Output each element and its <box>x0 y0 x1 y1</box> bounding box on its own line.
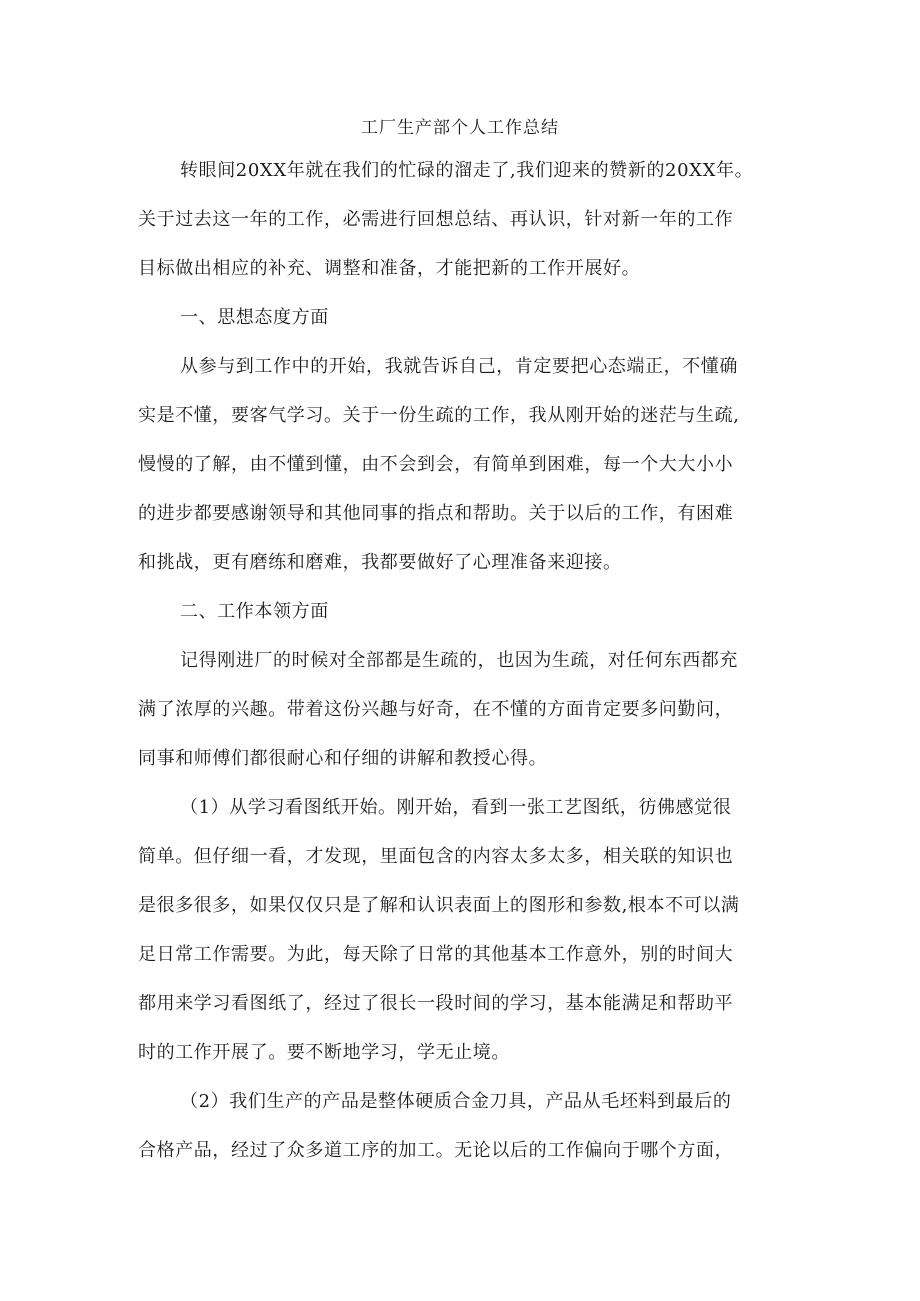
paragraph-line: 记得刚进厂的时候对全部都是生疏的，也因为生疏，对任何东西都充 <box>180 650 738 671</box>
paragraph-line: 关于过去这一年的工作，必需进行回想总结、再认识，针对新一年的工作 <box>138 209 734 230</box>
section-heading: 一、思想态度方面 <box>180 307 329 328</box>
paragraph-line: （1）从学习看图纸开始。刚开始，看到一张工艺图纸，彷佛感觉很 <box>180 797 732 818</box>
paragraph-line: 时的工作开展了。要不断地学习，学无止境。 <box>138 1042 510 1063</box>
paragraph-line: 从参与到工作中的开始，我就告诉自己，肯定要把心态端正，不懂确 <box>180 356 738 377</box>
paragraph-line: 的进步都要感谢领导和其他同事的指点和帮助。关于以后的工作，有困难 <box>138 503 734 524</box>
paragraph-line: （2）我们生产的产品是整体硬质合金刀具，产品从毛坯料到最后的 <box>180 1091 732 1112</box>
paragraph-line: 足日常工作需要。为此，每天除了日常的其他基本工作意外，别的时间大 <box>138 944 734 965</box>
paragraph-line: 慢慢的了解，由不懂到懂，由不会到会，有简单到困难，每一个大大小小 <box>138 454 734 475</box>
section-heading: 二、工作本领方面 <box>180 601 329 622</box>
paragraph-line: 转眼间20XX年就在我们的忙碌的溜走了,我们迎来的赞新的20XX年。 <box>180 160 754 181</box>
paragraph-line: 目标做出相应的补充、调整和准备，才能把新的工作开展好。 <box>138 258 641 279</box>
paragraph-line: 简单。但仔细一看，才发现，里面包含的内容太多太多，相关联的知识也 <box>138 846 734 867</box>
paragraph-line: 同事和师傅们都很耐心和仔细的讲解和教授心得。 <box>138 748 548 769</box>
paragraph-line: 满了浓厚的兴趣。带着这份兴趣与好奇，在不懂的方面肯定要多问勤问， <box>138 699 734 720</box>
paragraph-line: 都用来学习看图纸了，经过了很长一段时间的学习，基本能满足和帮助平 <box>138 993 734 1014</box>
document-title: 工厂生产部个人工作总结 <box>361 118 559 138</box>
paragraph-line: 是很多很多，如果仅仅只是了解和认识表面上的图形和参数,根本不可以满 <box>138 895 740 916</box>
paragraph-line: 合格产品，经过了众多道工序的加工。无论以后的工作偏向于哪个方面， <box>138 1140 734 1161</box>
paragraph-line: 和挑战，更有磨练和磨难，我都要做好了心理准备来迎接。 <box>138 552 622 573</box>
paragraph-line: 实是不懂，要客气学习。关于一份生疏的工作，我从刚开始的迷茫与生疏, <box>138 405 740 426</box>
